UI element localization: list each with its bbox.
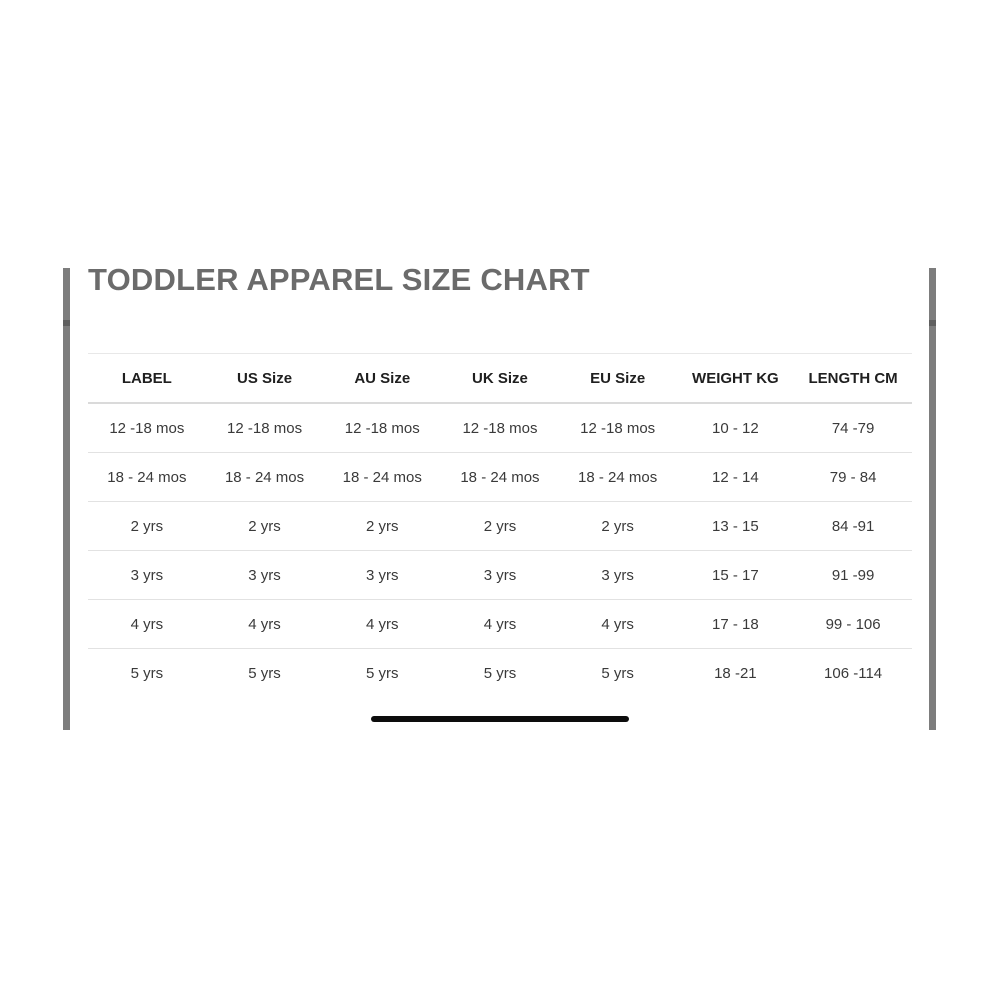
table-row <box>88 600 912 649</box>
table-cell: 3 yrs <box>441 551 559 600</box>
table-cell: 106 -114 <box>824 664 883 682</box>
table-cell: 2 yrs <box>559 502 677 551</box>
table-row <box>88 453 912 502</box>
table-cell: 12 -18 mos <box>88 403 206 453</box>
right-scrollbar-notch <box>929 320 936 326</box>
table-cell: 5 yrs <box>601 664 634 682</box>
table-cell: 12 -18 mos <box>559 403 677 453</box>
left-scrollbar-notch <box>63 320 70 326</box>
page-title: TODDLER APPAREL SIZE CHART <box>88 262 590 297</box>
table-cell: 4 yrs <box>559 600 677 649</box>
table-cell: 18 - 24 mos <box>323 453 441 502</box>
table-cell: 99 - 106 <box>794 600 912 649</box>
column-header-length-cm: LENGTH CM <box>794 354 912 404</box>
table-cell: 5 yrs <box>130 664 164 682</box>
table-cell: 17 - 18 <box>677 600 795 649</box>
size-chart-table <box>88 353 912 697</box>
table-cell: 18 - 24 mos <box>206 453 324 502</box>
table-cell: 18 - 24 mos <box>88 453 206 502</box>
table-row <box>88 502 912 551</box>
table-cell: 2 yrs <box>323 502 441 551</box>
table-cell: 15 - 17 <box>677 551 795 600</box>
table-header-row <box>88 354 912 404</box>
table-cell: 4 yrs <box>88 600 206 649</box>
table-cell: 5 yrs <box>366 664 399 682</box>
table-cell: 3 yrs <box>206 551 324 600</box>
home-indicator[interactable] <box>371 716 629 722</box>
table-cell: 13 - 15 <box>677 502 795 551</box>
table-cell: 18 -21 <box>714 664 757 682</box>
table-row <box>88 551 912 600</box>
table-cell: 12 -18 mos <box>441 403 559 453</box>
table-cell: 2 yrs <box>88 502 206 551</box>
table-cell: 12 - 14 <box>677 453 795 502</box>
table-cell: 3 yrs <box>323 551 441 600</box>
column-header-uk-size: UK Size <box>441 354 559 404</box>
table-cell: 79 - 84 <box>794 453 912 502</box>
table-cell: 10 - 12 <box>677 403 795 453</box>
column-header-weight-kg: WEIGHT KG <box>677 354 795 404</box>
table-cell: 5 yrs <box>248 664 281 682</box>
table-cell: 4 yrs <box>206 600 324 649</box>
table-row <box>88 649 912 698</box>
table-cell: 4 yrs <box>323 600 441 649</box>
column-header-label: LABEL <box>88 354 206 404</box>
table-cell: 12 -18 mos <box>323 403 441 453</box>
table-cell: 3 yrs <box>559 551 677 600</box>
table-cell: 12 -18 mos <box>206 403 324 453</box>
right-scrollbar[interactable] <box>929 268 936 730</box>
table-cell: 84 -91 <box>794 502 912 551</box>
left-scrollbar[interactable] <box>63 268 70 730</box>
table-cell: 18 - 24 mos <box>441 453 559 502</box>
table-cell: 2 yrs <box>206 502 324 551</box>
table-cell: 5 yrs <box>483 664 517 682</box>
table-cell: 18 - 24 mos <box>559 453 677 502</box>
table-cell: 3 yrs <box>88 551 206 600</box>
column-header-us-size: US Size <box>206 354 324 404</box>
table-cell: 74 -79 <box>794 403 912 453</box>
table-row <box>88 403 912 453</box>
column-header-au-size: AU Size <box>323 354 441 404</box>
column-header-eu-size: EU Size <box>559 354 677 404</box>
table-cell: 2 yrs <box>441 502 559 551</box>
table-cell: 4 yrs <box>441 600 559 649</box>
table-cell: 91 -99 <box>794 551 912 600</box>
